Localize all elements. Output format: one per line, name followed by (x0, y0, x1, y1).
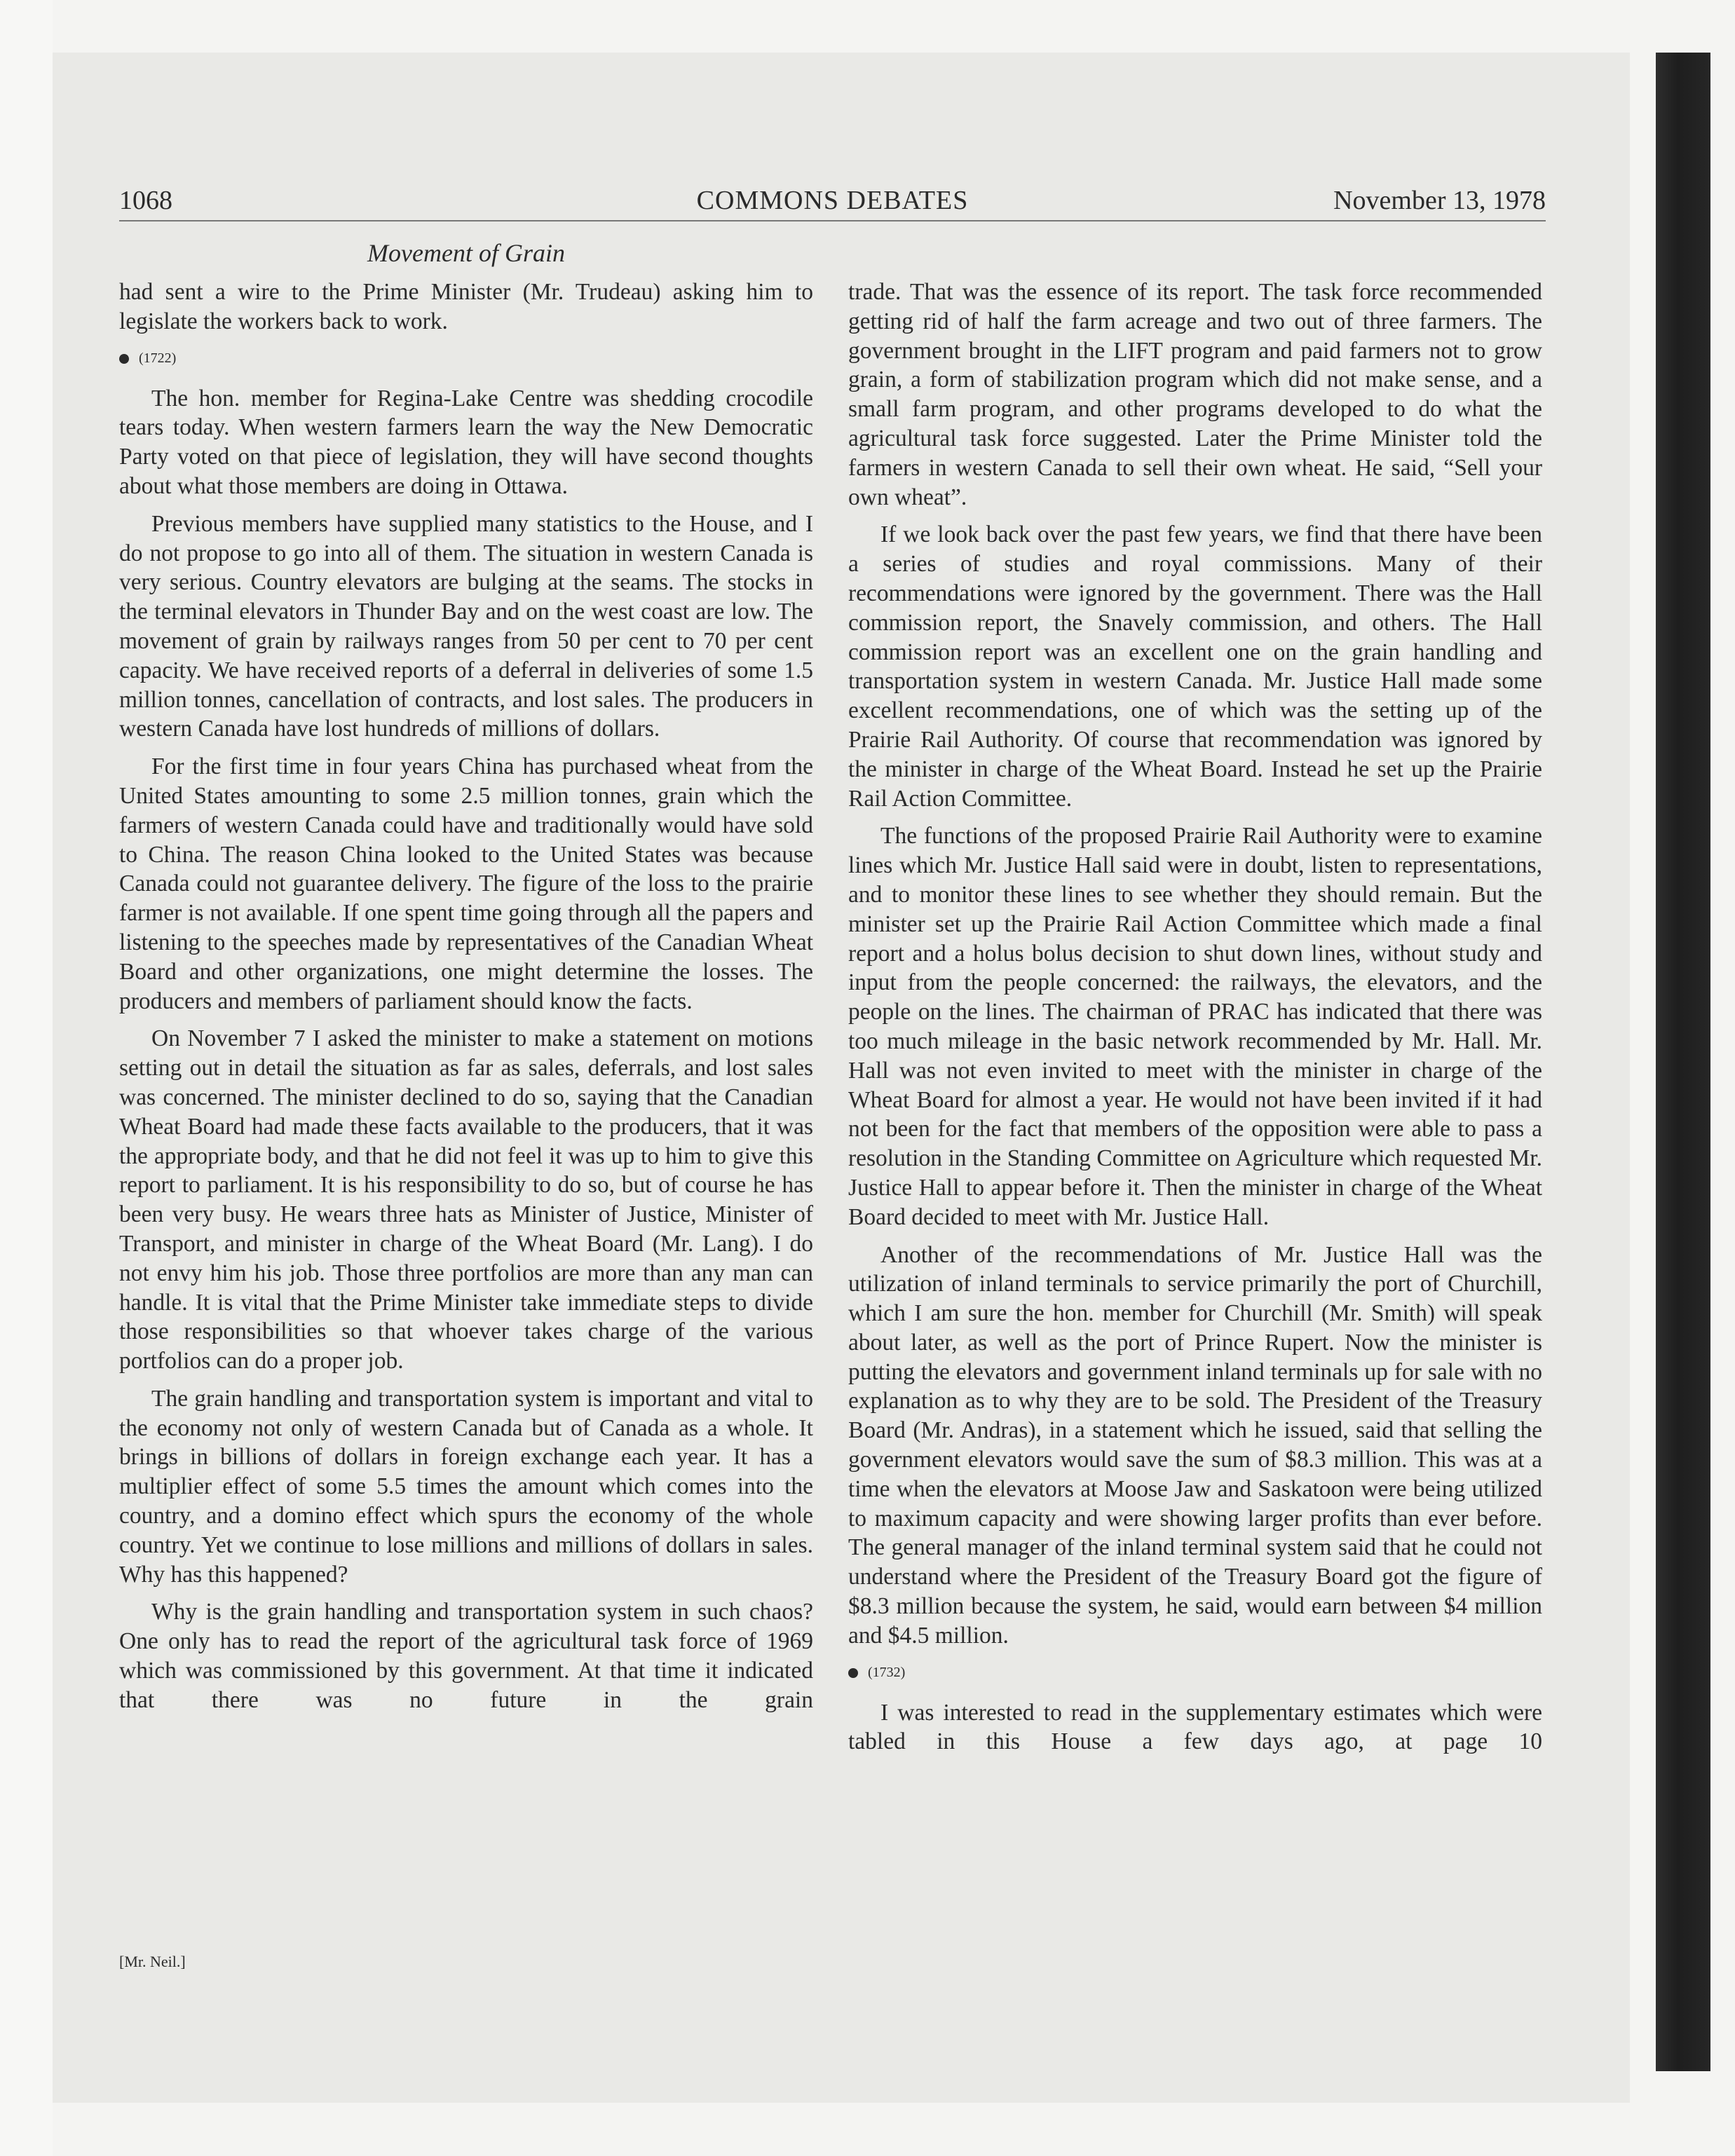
running-header (119, 181, 1546, 221)
paragraph: The hon. member for Regina-Lake Centre was shedding crocodile tears today. When western farmers learn the way the New Democratic Party voted on that piece of legislation, they will have second thoughts about what those members are doing in Ottawa. (119, 385, 813, 499)
paragraph: I was interested to read in the supplementary estimates which were tabled in this House a few days ago, at page 10 (848, 1699, 1542, 1755)
bullet-icon (848, 1668, 858, 1678)
left-column (119, 278, 813, 1724)
page-number: 1068 (119, 186, 172, 215)
paragraph: Why is the grain handling and transportation system in such chaos? One only has to read the report of the agricultural task force of 1969 which was commissioned by this government. At that time it indicated that there was no future in the grain (119, 1599, 813, 1713)
paragraph: Another of the recommendations of Mr. Justice Hall was the utilization of inland terminals to service primarily the port of Churchill, which I am sure the hon. member for Churchill (Mr. Smith) will speak about later, as well as the port of Prince Rupert. Now the minister is putting the elevators and government inland terminals up for sale with no explanation as to why they are to be sold. The President of the Treasury Board (Mr. Andras), in a statement which he issued, said that selling the government elevators would save the sum of $8.3 million. This was at a time when the elevators at Moose Jaw and Saskatoon were being utilized to maximum capacity and were showing larger profits than ever before. The general manager of the inland terminal system said that he could not understand where the President of the Treasury Board got the figure of $8.3 million because the system, he said, would earn between $4 million and $4.5 million. (848, 1241, 1542, 1649)
scan-margin (0, 0, 53, 2156)
time-stamp (848, 1663, 1542, 1681)
right-column (848, 278, 1542, 1765)
paragraph: trade. That was the essence of its report. The task force recommended getting rid of half the farm acreage and two out of three farmers. The government brought in the LIFT program and paid farmers not to grow grain, a form of stabilization program which did not make sense, and a small farm program, and other programs developed to do what the agricultural task force suggested. Later the Prime Minister told the farmers in western Canada to sell their own wheat. He said, “Sell your own wheat”. (848, 279, 1542, 510)
paragraph: had sent a wire to the Prime Minister (Mr. Trudeau) asking him to legislate the workers back to work. (119, 279, 813, 334)
paragraph: The functions of the proposed Prairie Rail Authority were to examine lines which Mr. Justice Hall said were in doubt, listen to representations, and to monitor these lines to see whether they should remain. But the minister set up the Prairie Rail Action Committee which made a final report and a holus bolus decision to shut down lines, without study and input from the people concerned: the railways, the elevators, and the people on the lines. The chairman of PRAC has indicated that there was too much mileage in the basic network recommended by Mr. Hall. Mr. Hall was not even invited to meet with the minister in charge of the Wheat Board for almost a year. He would not have been invited if it had not been for the fact that members of the opposition were able to pass a resolution in the Standing Committee on Agriculture which requested Mr. Justice Hall to appear before it. Then the minister in charge of the Wheat Board decided to meet with Mr. Justice Hall. (848, 823, 1542, 1230)
paragraph: On November 7 I asked the minister to make a statement on motions setting out in detail the situation as far as sales, deferrals, and lost sales was concerned. The minister declined to do so, saying that the Canadian Wheat Board had made these facts available to the producers, that it was the appropriate body, and that he did not feel it was up to him to give this report to parliament. It is his responsibility to do so, but of course he has been very busy. He wears three hats as Minister of Justice, Minister of Transport, and minister in charge of the Wheat Board (Mr. Lang). I do not envy him his job. Those three portfolios are more than any man can handle. It is vital that the Prime Minister take immediate steps to divide those responsibilities so that whoever takes charge of the various portfolios can do a proper job. (119, 1025, 813, 1374)
speaker-attribution: [Mr. Neil.] (119, 1953, 186, 1970)
time-stamp-text: (1732) (868, 1664, 906, 1680)
binding-edge (1656, 53, 1710, 2071)
paragraph: Previous members have supplied many statistics to the House, and I do not propose to go into all of them. The situation in western Canada is very serious. Country elevators are bulging at the seams. The stocks in the terminal elevators in Thunder Bay and on the west coast are low. The movement of grain by railways ranges from 50 per cent to 70 per cent capacity. We have received reports of a deferral in deliveries of some 1.5 million tonnes, cancellation of contracts, and lost sales. The producers in western Canada have lost hundreds of millions of dollars. (119, 510, 813, 742)
paragraph: The grain handling and transportation system is important and vital to the economy not only of western Canada but of Canada as a whole. It brings in billions of dollars in foreign exchange each year. It has a multiplier effect of some 5.5 times the amount which comes into the country, and a domino effect which spurs the economy of the whole country. Yet we continue to lose millions and millions of dollars in sales. Why has this happened? (119, 1385, 813, 1588)
paragraph: If we look back over the past few years, we find that there have been a series of studies and royal commissions. Many of their recommendations were ignored by the government. There was the Hall commission report, the Snavely commission, and others. The Hall commission report was an excellent one on the grain handling and transportation system in western Canada. Mr. Justice Hall made some excellent recommendations, one of which was the setting up of the Prairie Rail Authority. Of course that recommendation was ignored by the minister in charge of the Wheat Board. Instead he set up the Prairie Rail Action Committee. (848, 521, 1542, 812)
time-stamp-text: (1722) (139, 350, 177, 366)
paragraph: For the first time in four years China has purchased wheat from the United States amounting to some 2.5 million tonnes, grain which the farmers of western Canada could have and traditionally would have sold to China. The reason China looked to the United States was because Canada could not guarantee delivery. The figure of the loss to the prairie farmer is not available. If one spent time going through all the papers and listening to the speeches made by representatives of the Canadian Wheat Board and other organizations, one might determine the losses. The producers and members of parliament should know the facts. (119, 753, 813, 1014)
publication-title: COMMONS DEBATES (696, 186, 969, 215)
sitting-date: November 13, 1978 (1333, 186, 1546, 215)
bullet-icon (119, 354, 129, 364)
debate-subject: Movement of Grain (367, 239, 565, 267)
time-stamp (119, 349, 813, 367)
